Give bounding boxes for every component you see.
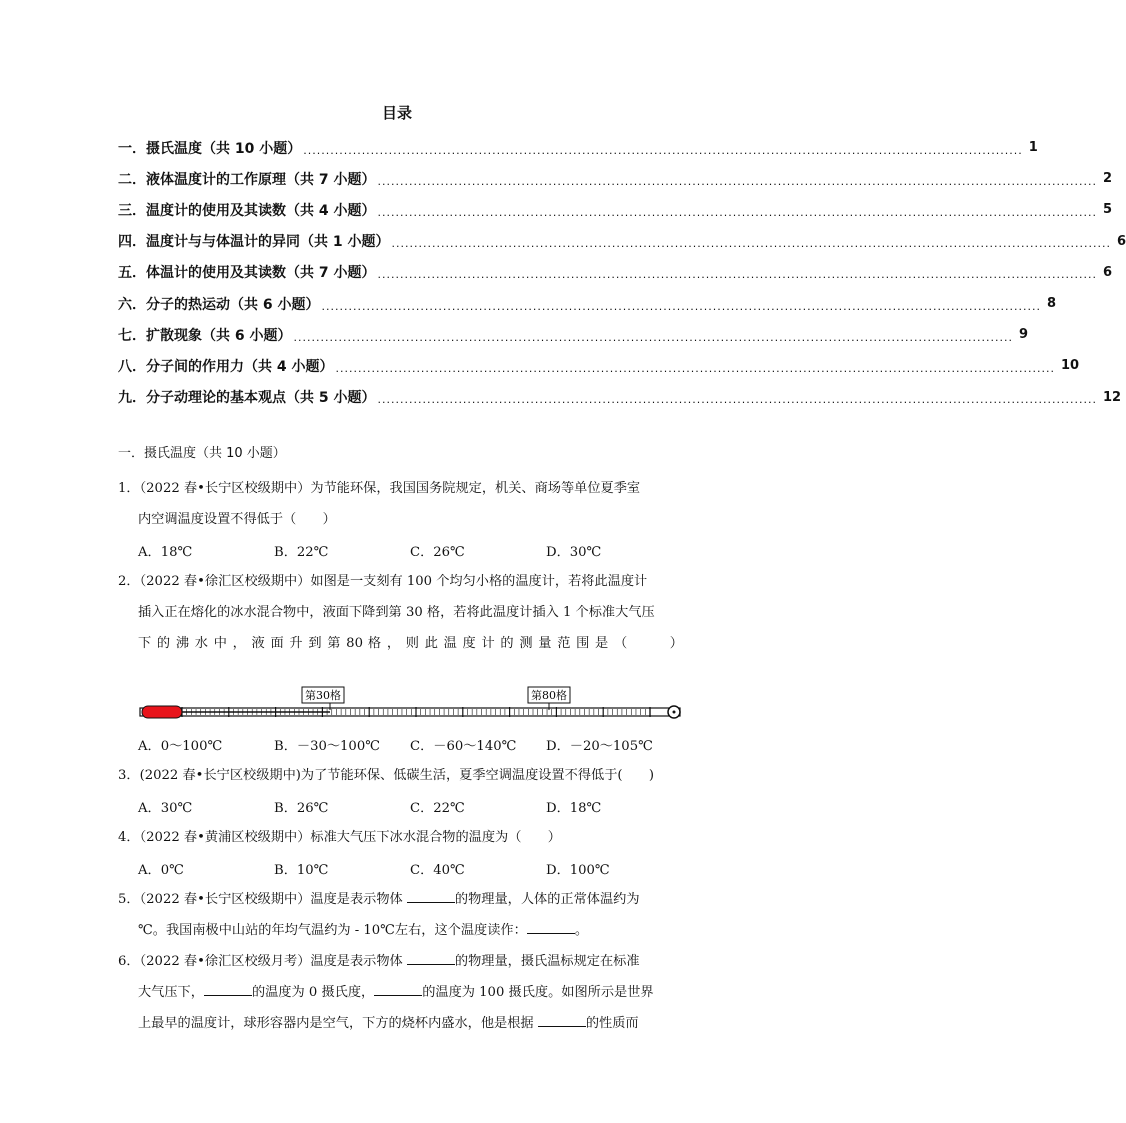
question-6-text-c: 大气压下，: [138, 985, 204, 1000]
option-c[interactable]: C．－60～140℃: [410, 739, 517, 754]
option-a[interactable]: A．0℃: [138, 863, 184, 878]
question-4-options: [118, 853, 683, 884]
toc-entry[interactable]: [118, 226, 1126, 257]
question-2-line3: 下 的 沸 水 中 ， 液 面 升 到 第 80 格 ， 则 此 温 度 计 的 测 量 范 围 是 （ ）: [138, 636, 683, 651]
question-4: [118, 822, 683, 884]
toc-entry-page: 5: [1102, 202, 1112, 218]
option-d[interactable]: D．－20～105℃: [546, 739, 653, 754]
toc-entry-title: 分子间的作用力（共 4 小题）: [146, 358, 334, 375]
answer-blank[interactable]: [527, 932, 575, 934]
toc-entry-number: 八．: [118, 358, 146, 375]
option-a[interactable]: A．0～100℃: [138, 739, 223, 754]
option-b[interactable]: B．22℃: [274, 545, 329, 560]
toc-entry-number: 九．: [118, 390, 146, 407]
question-3-options: [118, 791, 683, 822]
toc-entry[interactable]: [118, 350, 1080, 381]
option-c[interactable]: C．26℃: [410, 545, 465, 560]
question-6-line1: [118, 946, 683, 977]
option-a[interactable]: A．18℃: [138, 545, 193, 560]
question-2-line2: 插入正在熔化的冰水混合物中，液面下降到第 30 格，若将此温度计插入 1 个标准大气压: [138, 605, 655, 620]
toc-entry-title: 摄氏温度（共 10 小题）: [146, 140, 302, 157]
question-6-text-e: 的温度为 100 摄氏度。如图所示是世界: [422, 985, 654, 1000]
question-4-line1: 4．（2022 春•黄浦区校级期中）标准大气压下冰水混合物的温度为（ ）: [118, 830, 561, 845]
toc-entry-title: 扩散现象（共 6 小题）: [146, 327, 292, 344]
question-6-line2: [118, 977, 683, 1008]
toc-entry-page: 12: [1102, 389, 1122, 405]
question-2-options: [118, 729, 683, 760]
option-b[interactable]: B．26℃: [274, 801, 329, 816]
thermometer-figure: [118, 659, 683, 729]
question-2: [118, 566, 683, 760]
section-title: 一．摄氏温度（共 10 小题）: [118, 446, 286, 461]
question-1-line1: 1．（2022 春•长宁区校级期中）为节能环保，我国国务院规定，机关、商场等单位夏季室: [118, 481, 641, 496]
toc-entry-title: 分子动理论的基本观点（共 5 小题）: [146, 390, 376, 407]
toc-entry-page: 9: [1018, 327, 1028, 343]
toc-entry-page: 6: [1116, 233, 1126, 249]
toc-entry[interactable]: [118, 132, 1038, 163]
option-d[interactable]: D．18℃: [546, 801, 602, 816]
question-6: [118, 946, 683, 1039]
toc-entry[interactable]: [118, 163, 1112, 194]
toc-leader-dots: ................................................................................................................................................................: [303, 143, 1023, 157]
question-5-text-b: 的物理量，人体的正常体温约为: [454, 892, 640, 907]
toc-leader-dots: ................................................................................................................................................................: [377, 393, 1097, 407]
question-6-line3: [118, 1008, 683, 1039]
option-d[interactable]: D．30℃: [546, 545, 602, 560]
question-3: [118, 760, 683, 822]
toc-entry-page: 2: [1102, 171, 1112, 187]
toc-entry[interactable]: [118, 382, 1122, 413]
option-c[interactable]: C．22℃: [410, 801, 465, 816]
toc-title: 目录: [381, 104, 412, 122]
toc-entry-number: 四．: [118, 234, 146, 251]
question-5-text-a: 5．（2022 春•长宁区校级期中）温度是表示物体: [118, 892, 407, 907]
toc-entry-number: 五．: [118, 265, 146, 282]
toc-entry[interactable]: [118, 319, 1028, 350]
label-30: 第30格: [305, 689, 341, 702]
toc-leader-dots: ................................................................................................................................................................: [377, 174, 1097, 188]
toc-leader-dots: ................................................................................................................................................................: [335, 361, 1055, 375]
question-5-text-d: 。: [574, 923, 588, 938]
question-3-line1: 3．(2022 春•长宁区校级期中)为了节能环保、低碳生活，夏季空调温度设置不得低于( ): [118, 768, 655, 783]
question-6-text-g: 的性质而: [585, 1016, 639, 1031]
question-6-text-f: 上最早的温度计，球形容器内是空气，下方的烧杯内盛水，他是根据: [138, 1016, 538, 1031]
toc-leader-dots: ................................................................................................................................................................: [377, 205, 1097, 219]
toc-entry-number: 七．: [118, 327, 146, 344]
toc-entry-title: 温度计与与体温计的异同（共 1 小题）: [146, 234, 390, 251]
question-1-options: [118, 535, 683, 566]
toc-entry[interactable]: [118, 288, 1056, 319]
answer-blank[interactable]: [204, 994, 252, 996]
toc-entry-number: 二．: [118, 171, 146, 188]
toc-entry-title: 体温计的使用及其读数（共 7 小题）: [146, 265, 376, 282]
toc-entry[interactable]: [118, 257, 1112, 288]
option-b[interactable]: B．10℃: [274, 863, 329, 878]
answer-blank[interactable]: [374, 994, 422, 996]
toc-leader-dots: ................................................................................................................................................................: [391, 237, 1111, 251]
toc-entry-number: 三．: [118, 202, 146, 219]
question-2-line1: 2．（2022 春•徐汇区校级期中）如图是一支刻有 100 个均匀小格的温度计，若将此温度计: [118, 574, 648, 589]
toc-entry-page: 8: [1046, 296, 1056, 312]
tube-end-dot: [673, 711, 676, 714]
toc-entry-title: 液体温度计的工作原理（共 7 小题）: [146, 171, 376, 188]
question-6-text-b: 的物理量，摄氏温标规定在标准: [454, 954, 640, 969]
question-5: [118, 884, 683, 946]
toc-leader-dots: ................................................................................................................................................................: [321, 299, 1041, 313]
toc-entry-page: 1: [1028, 140, 1038, 156]
table-of-contents: [118, 132, 1126, 413]
toc-leader-dots: ................................................................................................................................................................: [293, 330, 1013, 344]
toc-entry-page: 6: [1102, 264, 1112, 280]
option-b[interactable]: B．－30～100℃: [274, 739, 380, 754]
option-c[interactable]: C．40℃: [410, 863, 465, 878]
toc-entry-number: 六．: [118, 296, 146, 313]
section-content: [118, 442, 683, 1039]
answer-blank[interactable]: [538, 1025, 586, 1027]
toc-entry-number: 一．: [118, 140, 146, 157]
toc-entry-title: 分子的热运动（共 6 小题）: [146, 296, 320, 313]
question-5-text-c: ℃。我国南极中山站的年均气温约为 - 10℃左右，这个温度读作：: [138, 923, 527, 938]
option-d[interactable]: D．100℃: [546, 863, 610, 878]
toc-leader-dots: ................................................................................................................................................................: [377, 268, 1097, 282]
answer-blank[interactable]: [407, 963, 455, 965]
toc-entry-title: 温度计的使用及其读数（共 4 小题）: [146, 202, 376, 219]
label-80: 第80格: [531, 689, 567, 702]
question-5-line1: [118, 884, 683, 915]
question-5-line2: [118, 915, 683, 946]
question-1-line2: 内空调温度设置不得低于（ ）: [138, 512, 336, 527]
question-6-text-a: 6．（2022 春•徐汇区校级月考）温度是表示物体: [118, 954, 407, 969]
toc-entry-page: 10: [1060, 358, 1080, 374]
toc-entry[interactable]: [118, 194, 1112, 225]
question-1: [118, 473, 683, 566]
thermometer-svg: [140, 659, 710, 729]
option-a[interactable]: A．30℃: [138, 801, 193, 816]
answer-blank[interactable]: [407, 901, 455, 903]
question-6-text-d: 的温度为 0 摄氏度，: [251, 985, 375, 1000]
thermometer-bulb: [142, 706, 182, 718]
